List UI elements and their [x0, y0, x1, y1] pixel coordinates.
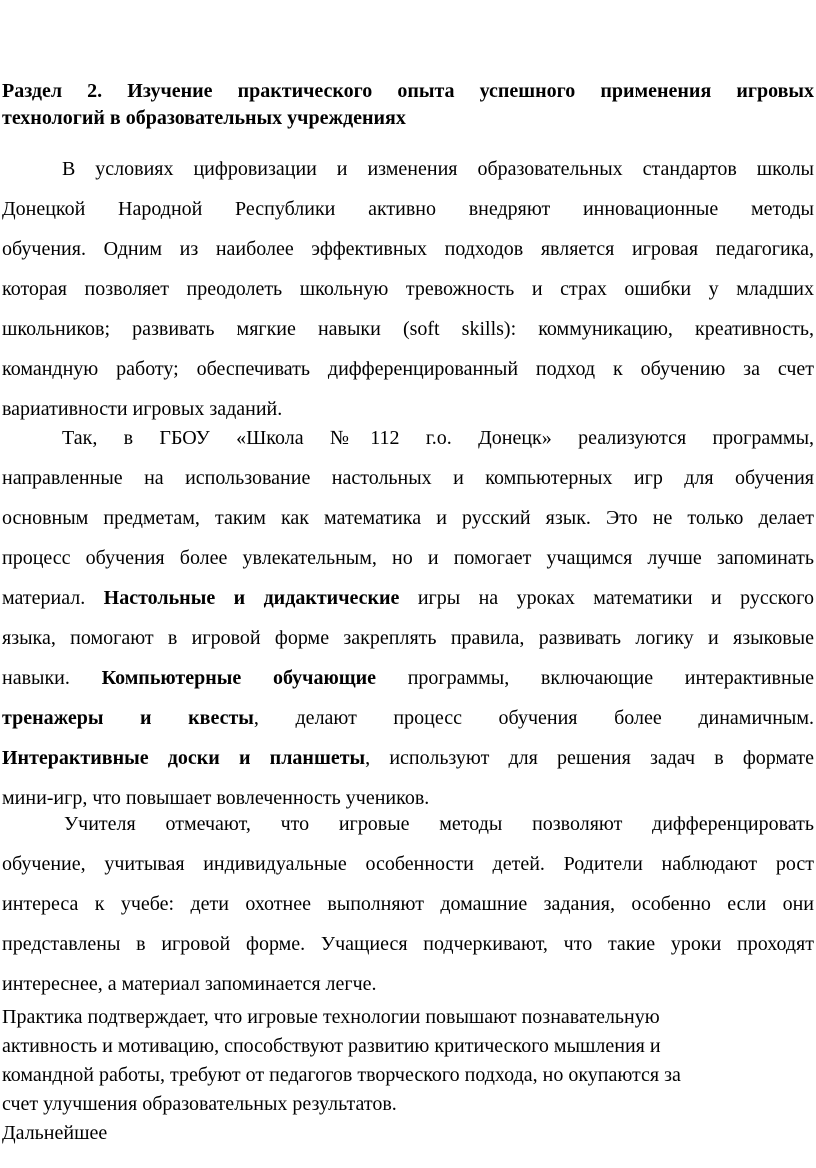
- text-line: Так, в ГБОУ «Школа №112 г.о. Донецк» реализуются программы,: [62, 427, 814, 449]
- text-run: материал.: [2, 587, 104, 609]
- text-line: которая позволяет преодолеть школьную тревожность и страх ошибки у младших: [2, 278, 814, 300]
- text-line: активность и мотивацию, способствуют развитию критического мышления и: [2, 1035, 661, 1057]
- paragraph-1: [2, 149, 814, 429]
- text-run: навыки.: [2, 667, 102, 689]
- text-line: обучения. Одним из наиболее эффективных подходов является игровая педагогика,: [2, 238, 814, 260]
- text-line: Учителя отмечают, что игровые методы позволяют дифференцировать: [64, 813, 814, 835]
- text-line: [2, 578, 814, 618]
- paragraph-3: [2, 804, 814, 1004]
- bold-run: тренажеры и квесты: [2, 707, 254, 729]
- heading-line: технологий в образовательных учреждениях: [2, 107, 406, 129]
- text-line: В условиях цифровизации и изменения образовательных стандартов школы: [62, 158, 814, 180]
- text-line: языка, помогают в игровой форме закреплять правила, развивать логику и языковые: [2, 627, 814, 649]
- text-line: Дальнейшее: [2, 1122, 108, 1144]
- text-line: [2, 698, 814, 738]
- text-line: счет улучшения образовательных результатов.: [2, 1093, 397, 1115]
- heading-line: Раздел 2. Изучение практического опыта успешного применения игровых: [2, 80, 814, 102]
- text-run: , делают процесс обучения более динамичным.: [253, 707, 815, 729]
- text-run: программы, включающие интерактивные: [376, 667, 815, 689]
- text-run: игры на уроках математики и русского: [399, 587, 814, 609]
- bold-run: Интерактивные доски и планшеты: [2, 747, 366, 769]
- text-line: Практика подтверждает, что игровые технологии повышают познавательную: [2, 1006, 660, 1028]
- paragraph-2: [2, 418, 814, 818]
- text-line: командную работу; обеспечивать дифференцированный подход к обучению за счет: [2, 358, 814, 380]
- text-line: командной работы, требуют от педагогов творческого подхода, но окупаются за: [2, 1064, 681, 1086]
- bold-run: Компьютерные обучающие: [101, 667, 377, 689]
- section-heading: [2, 78, 814, 132]
- text-line: направленные на использование настольных и компьютерных игр для обучения: [2, 467, 814, 489]
- text-line: вариативности игровых заданий.: [2, 398, 283, 420]
- text-line: [2, 738, 814, 778]
- text-line: мини-игр, что повышает вовлеченность учеников.: [2, 787, 430, 809]
- text-line: [2, 658, 814, 698]
- text-line: представлены в игровой форме. Учащиеся подчеркивают, что такие уроки проходят: [2, 933, 814, 955]
- text-line: Донецкой Народной Республики активно внедряют инновационные методы: [2, 198, 814, 220]
- text-line: процесс обучения более увлекательным, но и помогает учащимся лучше запоминать: [2, 547, 814, 569]
- text-run: , используют для решения задач в формате: [365, 747, 814, 769]
- text-line: интереснее, а материал запоминается легче.: [2, 973, 377, 995]
- text-line: интереса к учебе: дети охотнее выполняют домашние задания, особенно если они: [2, 893, 814, 915]
- text-line: основным предметам, таким как математика и русский язык. Это не только делает: [2, 507, 814, 529]
- bold-run: Настольные и дидактические: [103, 587, 400, 609]
- text-line: школьников; развивать мягкие навыки (soft skills): коммуникацию, креативность,: [2, 318, 814, 340]
- paragraph-4: [2, 1003, 814, 1148]
- text-line: обучение, учитывая индивидуальные особенности детей. Родители наблюдают рост: [2, 853, 814, 875]
